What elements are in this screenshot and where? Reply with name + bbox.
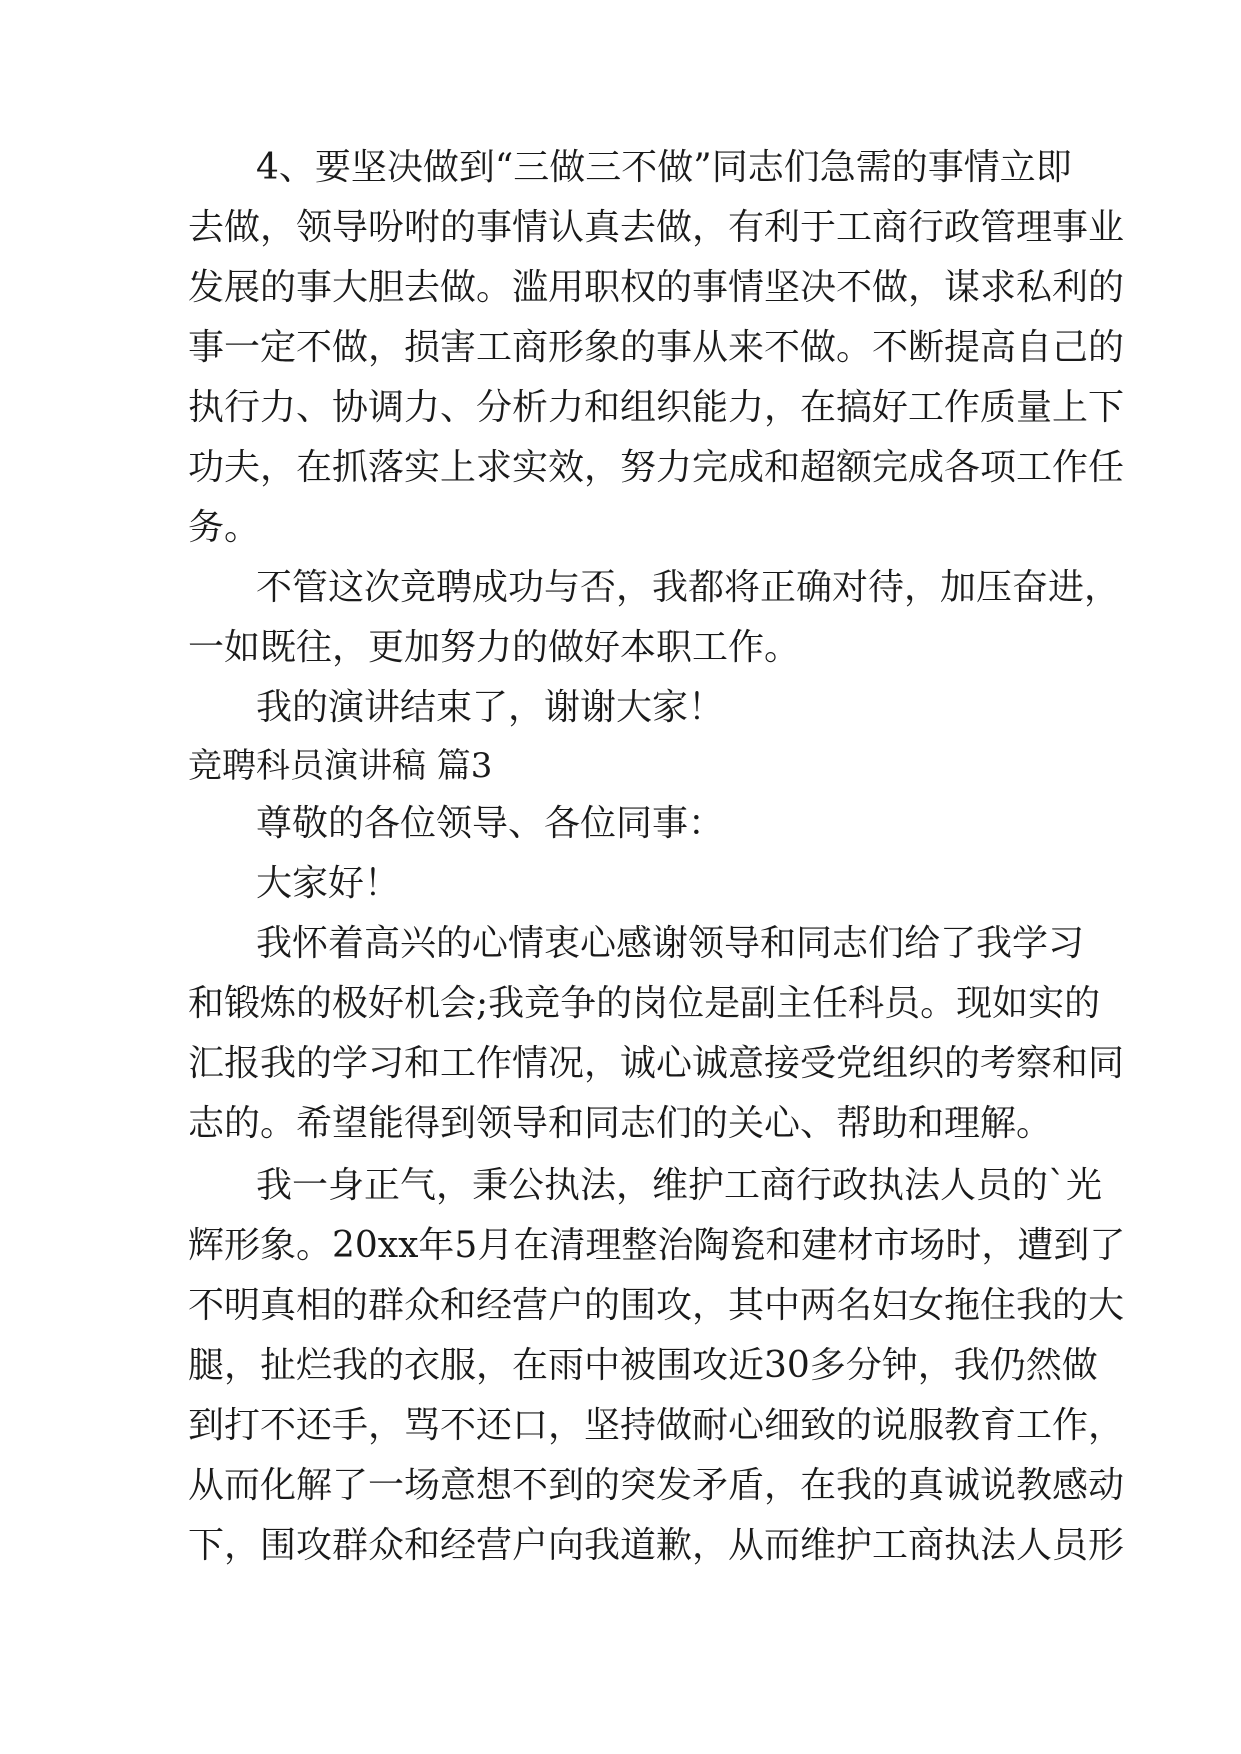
paragraph-5-line-7: 下，围攻群众和经营户向我道歉，从而维护工商执法人员形 (188, 1525, 1125, 1566)
paragraph-4-line-4: 志的。希望能得到领导和同志们的关心、帮助和理解。 (188, 1103, 1053, 1144)
paragraph-1-line-2: 去做，领导吩咐的事情认真去做，有利于工商行政管理事业 (188, 207, 1125, 248)
salutation: 尊敬的各位领导、各位同事： (256, 803, 725, 844)
paragraph-5-line-2: 辉形象。20xx年5月在清理整治陶瓷和建材市场时，遭到了 (188, 1225, 1126, 1266)
section-title: 竞聘科员演讲稿 篇3 (188, 746, 493, 786)
paragraph-4-line-2: 和锻炼的极好机会;我竞争的岗位是副主任科员。现如实的 (188, 983, 1101, 1024)
paragraph-5-line-3: 不明真相的群众和经营户的围攻，其中两名妇女拖住我的大 (188, 1285, 1125, 1326)
paragraph-5-line-1: 我一身正气，秉公执法，维护工商行政执法人员的`光 (256, 1165, 1103, 1206)
paragraph-1-line-1: 4、要坚决做到“三做三不做”同志们急需的事情立即 (256, 147, 1072, 188)
closing-line: 我的演讲结束了，谢谢大家！ (256, 687, 725, 728)
paragraph-1-line-4: 事一定不做，损害工商形象的事从来不做。不断提高自己的 (188, 327, 1125, 368)
paragraph-1-line-5: 执行力、协调力、分析力和组织能力，在搞好工作质量上下 (188, 387, 1125, 428)
paragraph-4-line-3: 汇报我的学习和工作情况，诚心诚意接受党组织的考察和同 (188, 1043, 1125, 1084)
paragraph-5-line-6: 从而化解了一场意想不到的突发矛盾，在我的真诚说教感动 (188, 1465, 1125, 1506)
greeting: 大家好！ (256, 863, 401, 904)
paragraph-1-line-3: 发展的事大胆去做。滥用职权的事情坚决不做，谋求私利的 (188, 267, 1125, 308)
paragraph-5-line-4: 腿，扯烂我的衣服，在雨中被围攻近30多分钟，我仍然做 (188, 1345, 1098, 1386)
paragraph-1-line-7: 务。 (188, 507, 261, 548)
paragraph-2-line-2: 一如既往，更加努力的做好本职工作。 (188, 627, 801, 668)
paragraph-4-line-1: 我怀着高兴的心情衷心感谢领导和同志们给了我学习 (256, 923, 1085, 964)
paragraph-2-line-1: 不管这次竞聘成功与否，我都将正确对待，加压奋进， (256, 567, 1121, 608)
paragraph-1-line-6: 功夫，在抓落实上求实效，努力完成和超额完成各项工作任 (188, 447, 1125, 488)
paragraph-5-line-5: 到打不还手，骂不还口，坚持做耐心细致的说服教育工作， (188, 1405, 1125, 1446)
